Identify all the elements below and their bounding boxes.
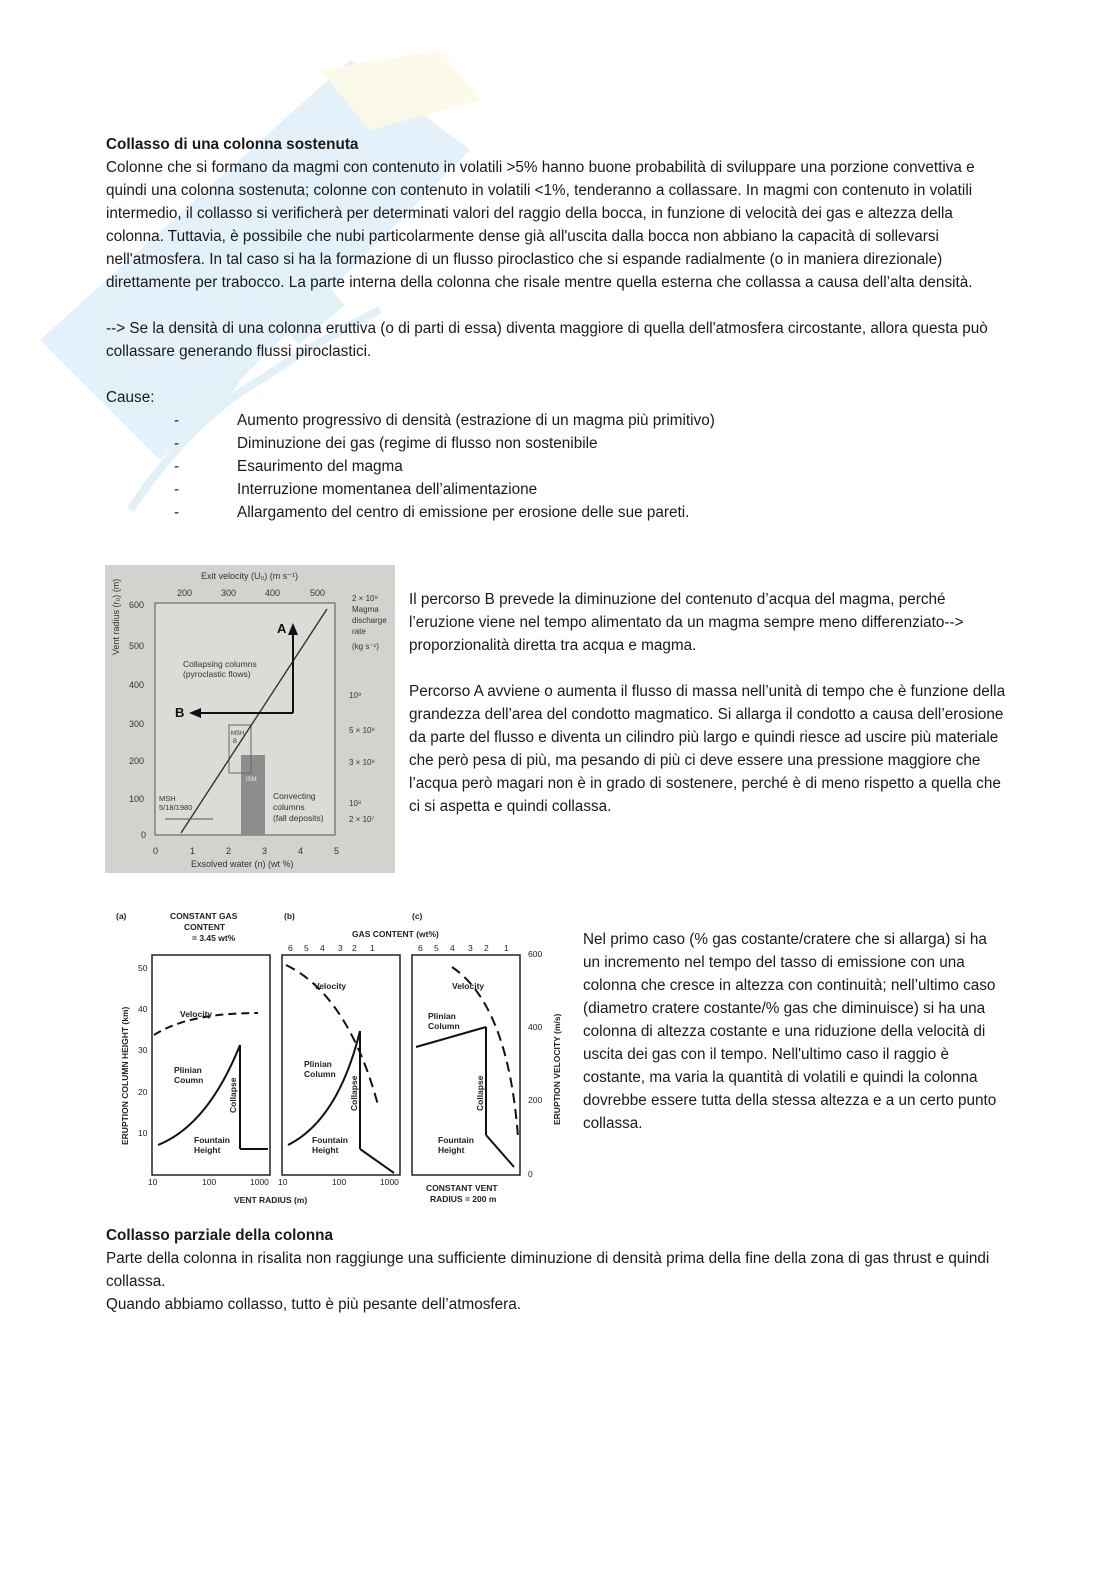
- right-axis-label: ERUPTION VELOCITY (m/s): [552, 1013, 562, 1125]
- plinian-label: Plinian: [304, 1059, 332, 1069]
- fountain-label: Fountain: [194, 1135, 230, 1145]
- list-item: - Esaurimento del magma: [106, 455, 1006, 478]
- label-a: A: [277, 621, 287, 636]
- top-tick: 500: [310, 588, 326, 598]
- fountain-label: Height: [312, 1145, 339, 1155]
- paragraph: Il percorso B prevede la diminuzione del contenuto d’acqua del magma, perché l’eruzione viene nel tempo alimentato da un magma sempre meno differenziato--> proporzionalità diretta tra acqua e magma.: [409, 591, 964, 654]
- panel-a-title: CONSTANT GAS: [170, 911, 238, 921]
- section-title: Collasso parziale della colonna: [106, 1227, 333, 1244]
- causes-label: Cause:: [106, 389, 155, 406]
- x-tick: 10: [148, 1177, 158, 1187]
- msh-label: MSH: [159, 794, 176, 803]
- right-tick: 600: [528, 949, 543, 959]
- collapse-label: Collapse: [349, 1075, 359, 1111]
- convecting-label: (fall deposits): [273, 813, 324, 823]
- gas-tick: 4: [320, 943, 325, 953]
- label-b: B: [175, 705, 185, 720]
- right-tick: 200: [528, 1095, 543, 1105]
- velocity-label: Velocity: [452, 981, 485, 991]
- bottom-tick: 5: [334, 846, 340, 856]
- mshb-label: B: [233, 739, 238, 745]
- panel-c-xlabel: CONSTANT VENT: [426, 1183, 498, 1193]
- fountain-label: Fountain: [312, 1135, 348, 1145]
- left-axis-label: Vent radius (r₀) (m): [111, 578, 121, 655]
- x-tick: 1000: [380, 1177, 399, 1187]
- collapse-label: Collapse: [228, 1077, 238, 1113]
- right-title: (kg s⁻¹): [352, 642, 379, 651]
- left-tick: 500: [129, 641, 145, 651]
- gas-tick: 3: [338, 943, 343, 953]
- gas-tick: 4: [450, 943, 455, 953]
- plinian-label: Column: [304, 1069, 336, 1079]
- paragraph: Percorso A avviene o aumenta il flusso di massa nell’unità di tempo che è funzione della grandezza dell’area del condotto magmatico. Si allarga il condotto a causa dell’erosione da parte del flusso e diventa un cilindro più largo e quindi riesce ad uscire più materiale che però pesa di più, ma pesando di più ci deve essere una pressione maggiore che l’acqua però magari non è in grado di sostenere, perché è di meno rispetto a quella che ci si aspetta e quindi collassa.: [409, 683, 1006, 815]
- paragraph: Nel primo caso (% gas costante/cratere che si allarga) si ha un incremento nel tempo del tasso di emissione con una colonna che cresce in altezza con continuità; nell’ultimo caso (diametro cratere costante/% gas che diminuisce) si ha una colonna di altezza costante e una riduzione della velocità di uscita dei gas con il tempo. Nell'ultimo caso il raggio è costante, ma varia la quantità di volatili e quindi la colonna dovrebbe essere tutta della stessa altezza e a un certo punto collassa.: [583, 931, 997, 1132]
- plinian-label: Coumn: [174, 1075, 204, 1085]
- right-title: rate: [352, 627, 366, 636]
- right-tick: 0: [528, 1169, 533, 1179]
- figure-eruption-panels: [108, 905, 568, 1211]
- x-tick: 100: [202, 1177, 217, 1187]
- top-axis-label: Exit velocity (U₀) (m s⁻¹): [201, 571, 298, 581]
- fountain-label: Fountain: [438, 1135, 474, 1145]
- list-item: - Aumento progressivo di densità (estrazione di un magma più primitivo): [106, 409, 1006, 432]
- plinian-label: Plinian: [428, 1011, 456, 1021]
- left-tick: 40: [138, 1004, 148, 1014]
- left-tick: 300: [129, 719, 145, 729]
- panel-tag: (a): [116, 911, 127, 921]
- right-tick: 5 × 10⁸: [349, 726, 375, 735]
- bottom-axis-label: Exsolved water (n) (wt %): [191, 859, 294, 869]
- left-tick: 100: [129, 794, 145, 804]
- bottom-tick: 0: [153, 846, 159, 856]
- paragraph: Colonne che si formano da magmi con contenuto in volatili >5% hanno buone probabilità di sviluppare una porzione convettiva e quindi una colonna sostenuta; colonne con contenuto in volatili <1%, tenderanno a collassare. In magmi con contenuto in volatili intermedio, il collasso si verificherà per determinati valori del raggio della bocca, in funzione di velocità dei gas e altezza della colonna. Tuttavia, è possibile che nubi particolarmente dense già all'uscita dalla bocca non abbiano la capacità di sollevarsi nell'atmosfera. In tal caso si ha la formazione di un flusso piroclastico che si espande radialmente (o in maniera direzionale) direttamente per trabocco. La parte interna della colonna che risale mentre quella esterna che collassa a causa dell’alta densità.: [106, 159, 975, 291]
- paragraph: --> Se la densità di una colonna eruttiva (o di parti di essa) diventa maggiore di quella dell'atmosfera circostante, allora questa può collassare generando flussi piroclastici.: [106, 320, 988, 360]
- list-item: - Interruzione momentanea dell’alimentazione: [106, 478, 1006, 501]
- right-title: Magma: [352, 605, 379, 614]
- x-axis-label: VENT RADIUS (m): [234, 1195, 308, 1205]
- panel-tag: (c): [412, 911, 423, 921]
- right-tick: 400: [528, 1022, 543, 1032]
- gas-tick: 2: [352, 943, 357, 953]
- collapse-label: Collapse: [475, 1075, 485, 1111]
- collapse-diagram: [105, 565, 395, 873]
- right-title: discharge: [352, 616, 387, 625]
- top-tick: 400: [265, 588, 281, 598]
- gas-tick: 5: [434, 943, 439, 953]
- gas-tick: 5: [304, 943, 309, 953]
- section-title: Collasso di una colonna sostenuta: [106, 136, 359, 153]
- right-tick: 3 × 10⁸: [349, 758, 375, 767]
- x-tick: 1000: [250, 1177, 269, 1187]
- fountain-label: Height: [194, 1145, 221, 1155]
- section-collasso-parziale: [106, 1224, 1006, 1316]
- paragraph: Parte della colonna in risalita non raggiunge una sufficiente diminuzione di densità prima della fine della zona di gas thrust e quindi collassa.: [106, 1250, 990, 1290]
- velocity-label: Velocity: [180, 1009, 213, 1019]
- left-tick: 20: [138, 1087, 148, 1097]
- list-item: - Diminuzione dei gas (regime di flusso non sostenibile: [106, 432, 1006, 455]
- left-tick: 600: [129, 600, 145, 610]
- ism-label: ISM: [246, 777, 257, 783]
- panel-c-xlabel: RADIUS = 200 m: [430, 1194, 497, 1204]
- plinian-label: Column: [428, 1021, 460, 1031]
- bottom-tick: 3: [262, 846, 268, 856]
- ism-region: [241, 755, 265, 835]
- figure1-explanation: [409, 588, 1009, 818]
- left-tick: 50: [138, 963, 148, 973]
- top-tick: 200: [177, 588, 193, 598]
- right-tick: 2 × 10⁷: [349, 815, 375, 824]
- bottom-tick: 1: [190, 846, 196, 856]
- figure2-explanation: [583, 928, 1008, 1135]
- bottom-tick: 2: [226, 846, 232, 856]
- fountain-label: Height: [438, 1145, 465, 1155]
- paragraph: Quando abbiamo collasso, tutto è più pesante dell’atmosfera.: [106, 1296, 521, 1313]
- gas-tick: 6: [288, 943, 293, 953]
- x-tick: 100: [332, 1177, 347, 1187]
- top-tick: 300: [221, 588, 237, 598]
- panel-a-title: CONTENT: [184, 922, 226, 932]
- x-tick: 10: [278, 1177, 288, 1187]
- convecting-label: Convecting: [273, 791, 316, 801]
- figure-collapse-diagram: [105, 565, 395, 873]
- gas-tick: 1: [504, 943, 509, 953]
- convecting-label: columns: [273, 802, 305, 812]
- left-tick: 30: [138, 1045, 148, 1055]
- gas-tick: 3: [468, 943, 473, 953]
- mshb-label: MSH: [231, 731, 245, 737]
- plinian-label: Plinian: [174, 1065, 202, 1075]
- collapsing-label: Collapsing columns: [183, 659, 257, 669]
- section-collasso-sostenuta: [106, 133, 1006, 524]
- left-axis-label: ERUPTION COLUMN HEIGHT (km): [120, 1006, 130, 1145]
- panel-tag: (b): [284, 911, 295, 921]
- eruption-panels: [108, 905, 568, 1211]
- gas-tick: 6: [418, 943, 423, 953]
- list-item: - Allargamento del centro di emissione per erosione delle sue pareti.: [106, 501, 1006, 524]
- left-tick: 0: [141, 830, 147, 840]
- gas-content-label: GAS CONTENT (wt%): [352, 929, 439, 939]
- causes-list: [106, 409, 1006, 524]
- left-tick: 10: [138, 1128, 148, 1138]
- bottom-tick: 4: [298, 846, 304, 856]
- velocity-label: Velocity: [314, 981, 347, 991]
- gas-tick: 2: [484, 943, 489, 953]
- right-tick: 2 × 10⁹: [352, 594, 378, 603]
- left-tick: 400: [129, 680, 145, 690]
- panel-a-title: = 3.45 wt%: [192, 933, 236, 943]
- left-tick: 200: [129, 756, 145, 766]
- right-tick: 10⁸: [349, 799, 362, 808]
- gas-tick: 1: [370, 943, 375, 953]
- msh-label: 5/18/1980: [159, 803, 193, 812]
- collapsing-label: (pyroclastic flows): [183, 669, 251, 679]
- right-tick: 10⁹: [349, 691, 362, 700]
